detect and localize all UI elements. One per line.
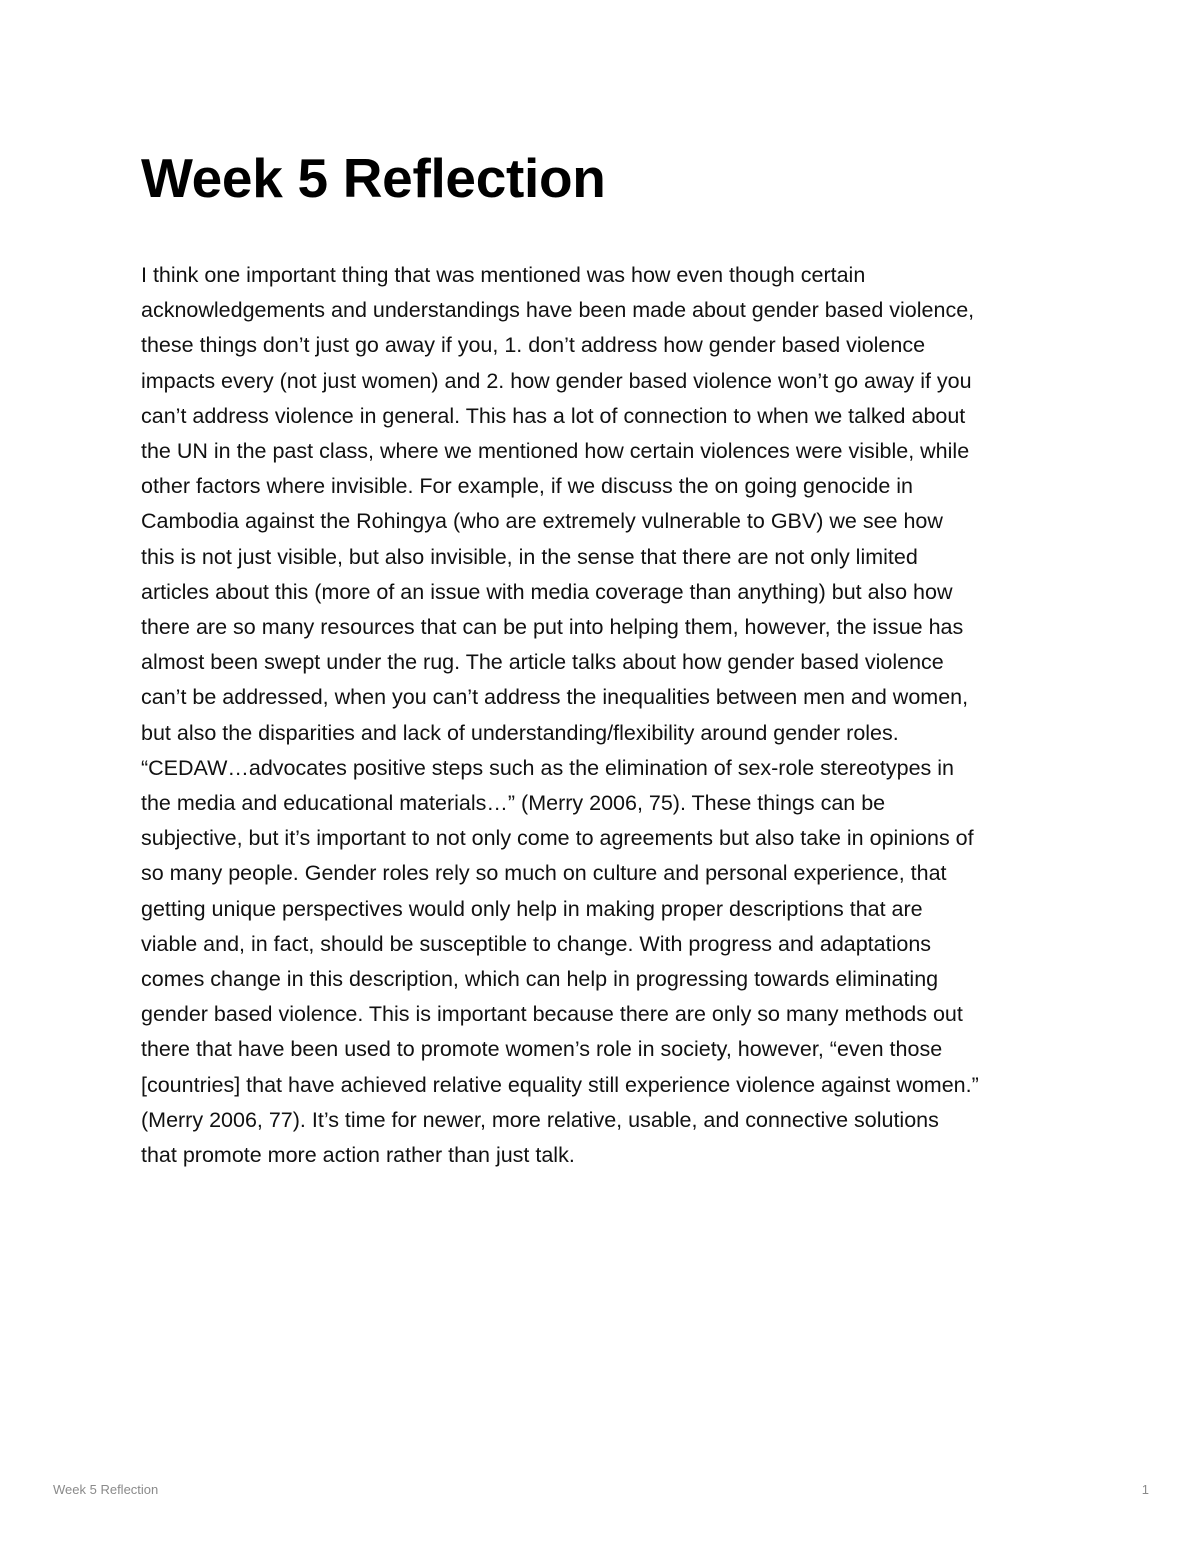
body-line: Cambodia against the Rohingya (who are extremely vulnerable to GBV) we see how [141,509,943,534]
body-line: [countries] that have achieved relative equality still experience violence against women.” [141,1072,979,1097]
body-line: subjective, but it’s important to not only come to agreements but also take in opinions of [141,826,974,851]
body-line: but also the disparities and lack of understanding/flexibility around gender roles. [141,720,899,745]
body-line: can’t address violence in general. This has a lot of connection to when we talked about [141,403,966,428]
body-line: viable and, in fact, should be susceptible to change. With progress and adaptations [141,931,932,956]
body-text [141,258,1101,1173]
body-line: articles about this (more of an issue with media coverage than anything) but also how [141,579,953,604]
body-line: there that have been used to promote women’s role in society, however, “even those [141,1037,943,1062]
body-line: gender based violence. This is important because there are only so many methods out [141,1002,963,1027]
body-line: this is not just visible, but also invisible, in the sense that there are not only limited [141,544,918,569]
body-line: the UN in the past class, where we mentioned how certain violences were visible, while [141,439,970,464]
body-line: impacts every (not just women) and 2. how gender based violence won’t go away if you [141,368,972,393]
body-line: I think one important thing that was mentioned was how even though certain [141,263,866,287]
footer-page-number: 1 [1141,1482,1149,1497]
footer-title: Week 5 Reflection [53,1482,159,1497]
body-line: getting unique perspectives would only help in making proper descriptions that are [141,896,923,921]
body-line: so many people. Gender roles rely so much on culture and personal experience, that [141,861,947,886]
body-line: “CEDAW…advocates positive steps such as the elimination of sex-role stereotypes in [141,755,954,780]
body-line: the media and educational materials…” (Merry 2006, 75). These things can be [141,791,886,816]
body-line: almost been swept under the rug. The article talks about how gender based violence [141,650,944,675]
page-title: Week 5 Reflection [141,147,606,209]
body-line: other factors where invisible. For example, if we discuss the on going genocide in [141,474,914,499]
body-line: these things don’t just go away if you, 1. don’t address how gender based violence [141,333,926,358]
body-line: can’t be addressed, when you can’t address the inequalities between men and women, [141,685,969,710]
body-line: (Merry 2006, 77). It’s time for newer, more relative, usable, and connective solutions [141,1107,939,1132]
body-line: that promote more action rather than just talk. [141,1143,575,1168]
body-line: acknowledgements and understandings have been made about gender based violence, [141,298,975,323]
body-line: there are so many resources that can be put into helping them, however, the issue has [141,615,964,640]
body-line: comes change in this description, which can help in progressing towards eliminating [141,967,939,992]
